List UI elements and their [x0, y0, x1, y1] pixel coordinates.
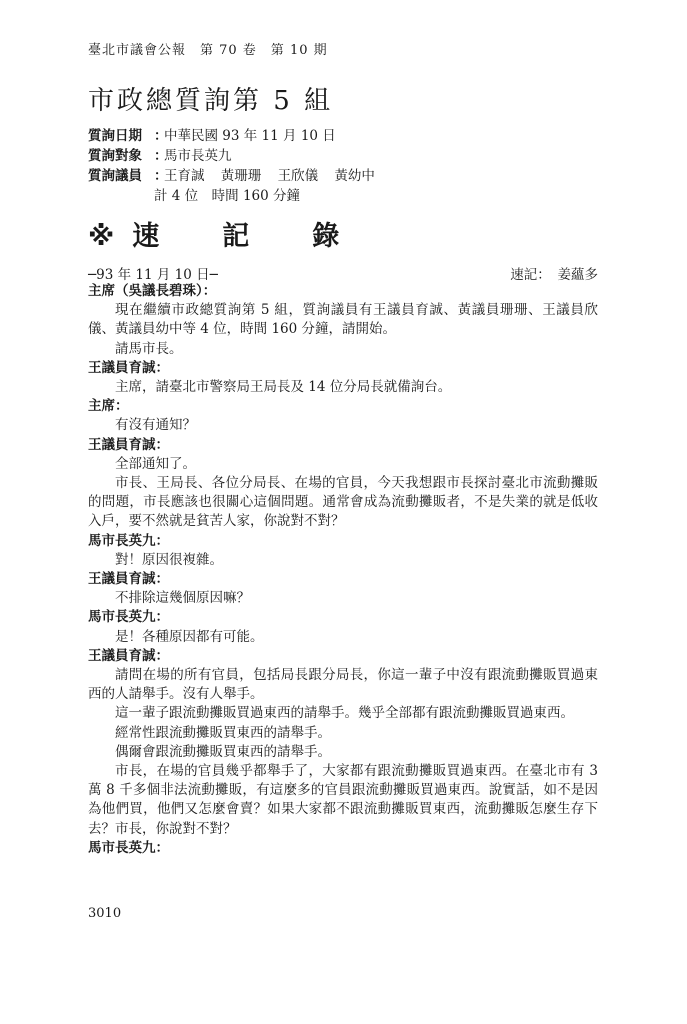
summary-value: 計 4 位 時間 160 分鐘	[154, 188, 301, 204]
speech-paragraph: 有沒有通知？	[115, 417, 196, 434]
speech-paragraph: 對！原因很複雜。	[115, 551, 223, 568]
member-name: 黃幼中	[334, 168, 375, 184]
speech-paragraph: 請問在場的所有官員，包括局長跟分局長，你這一輩子中沒有跟流動攤販買過東西的人請舉手。沒有人舉手。	[88, 667, 598, 703]
speaker-label: 王議員育誠：	[88, 647, 169, 664]
inquiry-members-row: 質詢議員 ： 王育誠 黃珊珊 王欣儀 黃幼中	[88, 166, 387, 186]
member-name: 王育誠	[164, 168, 205, 184]
speech-paragraph: 偶爾會跟流動攤販買東西的請舉手。	[115, 743, 331, 760]
speaker-label: 王議員育誠：	[88, 359, 169, 376]
gazette-header: 臺北市議會公報 第 70 卷 第 10 期	[88, 43, 328, 58]
speaker-label: 王議員育誠：	[88, 571, 169, 588]
speech-paragraph: 這一輩子跟流動攤販買過東西的請舉手。幾乎全部都有跟流動攤販買過東西。	[115, 705, 574, 722]
members-list	[164, 166, 387, 186]
stenographic-record-title: ※速 記 錄	[88, 221, 358, 252]
stenographer: 速記： 姜蘊多	[510, 267, 598, 283]
session-date: ─93 年 11 月 10 日─	[88, 267, 218, 283]
speech-paragraph: 請馬市長。	[115, 340, 183, 357]
speaker-label: 主席（吳議長碧珠）：	[88, 283, 217, 299]
transcript	[88, 282, 598, 858]
speech-paragraph: 主席，請臺北市警察局王局長及 14 位分局長就備詢台。	[115, 379, 452, 396]
target-value: 馬市長英九	[164, 148, 232, 164]
page-title: 市政總質詢第 5 組	[88, 86, 334, 116]
inquiry-summary-row	[88, 186, 387, 206]
speech-paragraph: 市長，在場的官員幾乎都舉手了，大家都有跟流動攤販買過東西。在臺北市有 3 萬 8 千多個非法流動攤販，有這麼多的官員跟流動攤販買過東西。說實話，如不是因為他們買，他們又怎麼會賣？如果大家都不跟流動攤販買東西，流動攤販怎麼生存下去？市長，你說對不對？	[88, 763, 598, 837]
dateline	[88, 263, 598, 283]
inquiry-info	[88, 126, 387, 206]
date-label: 質詢日期	[88, 128, 142, 144]
speaker-label: 馬市長英九：	[88, 532, 169, 549]
speech-paragraph: 市長、王局長、各位分局長、在場的官員，今天我想跟市長探討臺北市流動攤販的問題，市長應該也很關心這個問題。通常會成為流動攤販者，不是失業的就是低收入戶，要不然就是貧苦人家，你說對不對？	[88, 475, 598, 530]
speaker-label: 馬市長英九：	[88, 839, 169, 856]
speech-paragraph: 現在繼續市政總質詢第 5 組，質詢議員有王議員育誠、黃議員珊珊、王議員欣儀、黃議員幼中等 4 位，時間 160 分鐘，請開始。	[88, 302, 598, 338]
member-name: 王欣儀	[277, 168, 319, 184]
inquiry-target-row: 質詢對象 ： 馬市長英九	[88, 148, 232, 164]
inquiry-date-row: 質詢日期 ： 中華民國 93 年 11 月 10 日	[88, 128, 336, 144]
members-label: 質詢議員	[88, 168, 142, 184]
speech-paragraph: 經常性跟流動攤販買東西的請舉手。	[115, 724, 331, 741]
date-value: 中華民國 93 年 11 月 10 日	[164, 128, 336, 144]
speaker-label: 王議員育誠：	[88, 436, 169, 453]
speaker-label: 馬市長英九：	[88, 609, 169, 626]
speech-paragraph: 是！各種原因都有可能。	[115, 628, 264, 645]
speech-paragraph: 不排除這幾個原因嘛？	[115, 590, 250, 607]
target-label: 質詢對象	[88, 148, 142, 164]
member-name: 黃珊珊	[220, 168, 262, 184]
page-number: 3010	[88, 906, 122, 921]
speech-paragraph: 全部通知了。	[115, 455, 196, 472]
speaker-label: 主席：	[88, 398, 129, 415]
